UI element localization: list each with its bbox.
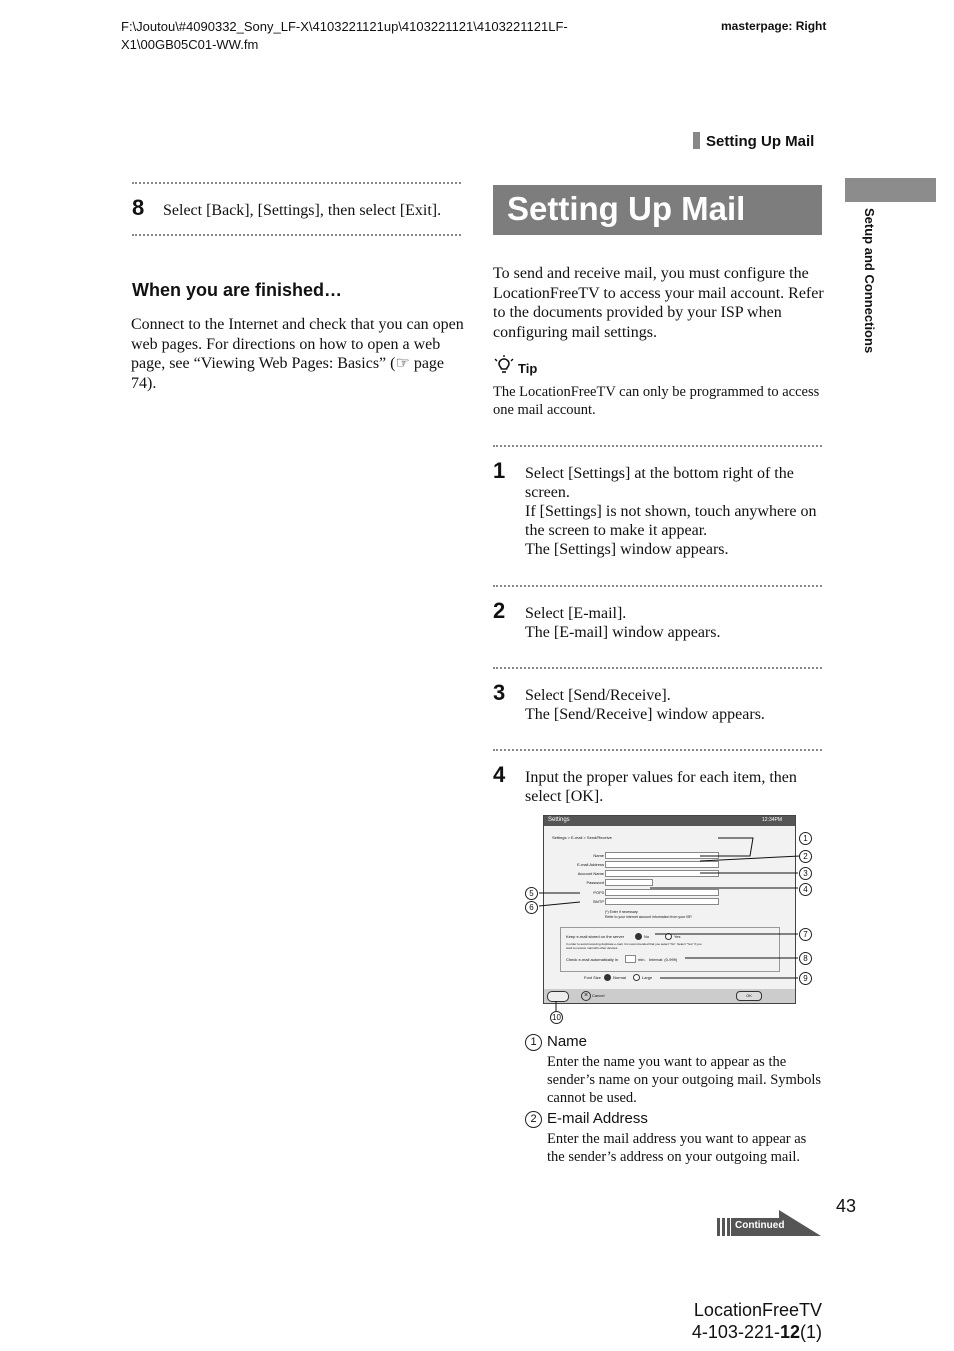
item-title: E-mail Address (547, 1110, 648, 1127)
footer-code-suffix: (1) (800, 1322, 822, 1342)
field-label: SMTP (592, 899, 604, 904)
radio-yes-label: Yes (674, 934, 681, 939)
callout-2: 2 (799, 850, 812, 863)
divider (493, 445, 822, 447)
callout-10: 10 (550, 1011, 563, 1024)
field-label: Name (593, 853, 604, 858)
check-interval: Interval: (0-999) (649, 957, 678, 962)
item-title: Name (547, 1033, 588, 1050)
leader-6 (539, 902, 580, 906)
callout-4: 4 (799, 883, 812, 896)
step-number: 8 (132, 195, 145, 220)
section-title-box (493, 185, 822, 235)
divider (132, 234, 461, 236)
footer (600, 1299, 822, 1343)
radio-large-label: Large (642, 975, 653, 980)
side-tab (845, 178, 936, 202)
step-line: Select [Settings] at the bottom right of the screen. (525, 465, 794, 501)
callout-6: 6 (525, 901, 538, 914)
step-text (525, 686, 825, 724)
note-line: (*) Enter if necessary. (605, 910, 639, 914)
section-heading: When you are finished… (132, 280, 343, 300)
field-label: Password (586, 880, 604, 885)
callout-7: 7 (799, 928, 812, 941)
running-header-text: Setting Up Mail (706, 133, 815, 150)
footer-code-bold: 12 (779, 1322, 800, 1342)
finished-paragraph: Connect to the Internet and check that you can open web pages. For directions on how to open a web page, see “Viewing Web Pages: Basics” (☞ page 74). (131, 316, 464, 392)
footer-product: LocationFreeTV (693, 1300, 822, 1320)
divider (493, 585, 822, 587)
masterpage-label: masterpage: Right (721, 19, 827, 33)
callout-8: 8 (799, 952, 812, 965)
check-unit: min. (638, 957, 646, 962)
screenshot-time: 12:34PM (762, 817, 783, 823)
step-number: 1 (493, 458, 506, 483)
cancel-label[interactable]: Cancel (592, 993, 605, 998)
step-text (525, 464, 825, 559)
item-heading (525, 1110, 648, 1128)
step-line: The [E-mail] window appears. (525, 624, 721, 641)
screenshot-title: Settings (548, 817, 570, 823)
check-label: Check e-mail automatically in (566, 957, 619, 962)
item-number: 2 (525, 1111, 542, 1128)
footer-code (600, 1321, 822, 1343)
continued-label: Continued (735, 1220, 785, 1231)
note-line: Refer to your internet account information from your ISP. (605, 915, 693, 919)
file-path: F:\Joutou\#4090332_Sony_LF-X\4103221121up\4103221121\4103221121LF-X1\00GB05C01-WW.fm (121, 19, 568, 52)
divider (132, 182, 461, 184)
screenshot-titlebar (544, 816, 795, 826)
field-label: POP3 (593, 890, 604, 895)
keep-label: Keep e-mail stored on the server (566, 934, 625, 939)
step-line: If [Settings] is not shown, touch anywhere on the screen to make it appear. (525, 503, 817, 539)
step-number: 4 (493, 762, 506, 787)
step-line: Select [E-mail]. (525, 605, 627, 622)
divider (493, 749, 822, 751)
tip-text: The LocationFreeTV can only be programmed to access one mail account. (493, 384, 820, 418)
cancel-icon[interactable]: × (581, 991, 591, 1001)
tip-label: Tip (518, 361, 538, 376)
header-bar (693, 132, 700, 149)
step-line: Select [Send/Receive]. (525, 687, 671, 704)
field-label: E-mail Address (577, 862, 604, 867)
callout-3: 3 (799, 867, 812, 880)
screenshot-breadcrumb: Settings > E-mail > Send/Receive (552, 835, 612, 840)
step-number: 3 (493, 680, 506, 705)
step-text (525, 604, 825, 642)
callout-5: 5 (525, 887, 538, 900)
step-text: Input the proper values for each item, then select [OK]. (525, 769, 797, 805)
item-heading (525, 1033, 587, 1051)
tip-icon (493, 355, 515, 382)
callout-1: 1 (799, 832, 812, 845)
item-number: 1 (525, 1034, 542, 1051)
footer-code-prefix: 4-103-221- (691, 1322, 780, 1342)
item-text: Enter the mail address you want to appear as the sender’s address on your outgoing mail. (547, 1131, 807, 1165)
step-text: Select [Back], [Settings], then select [Exit]. (163, 202, 442, 219)
radio-no-label: No (644, 934, 650, 939)
font-size-label: Font Size (584, 975, 601, 980)
ok-button[interactable]: OK (736, 991, 762, 1001)
radio-normal-label: Normal (613, 975, 626, 980)
step-number: 2 (493, 598, 506, 623)
leader-1 (700, 838, 753, 856)
step-line: The [Settings] window appears. (525, 541, 729, 558)
leader-2 (700, 856, 800, 861)
field-label: Account Name (577, 871, 604, 876)
item-text: Enter the name you want to appear as the sender’s name on your outgoing mail. Symbols cannot be used. (547, 1054, 821, 1106)
callout-lines (520, 830, 820, 1030)
divider (493, 667, 822, 669)
keep-note: In order to avoid receiving duplicate e-mail, it is recommended that you select "No". Select "Yes" if you want to receive mail with other devices. (566, 942, 702, 950)
page-number: 43 (836, 1196, 857, 1216)
side-tab-label: Setup and Connections (862, 208, 877, 354)
running-header (693, 132, 814, 150)
step-line: The [Send/Receive] window appears. (525, 706, 765, 723)
continued-marker (717, 1210, 822, 1242)
intro-paragraph: To send and receive mail, you must configure the LocationFreeTV to access your mail account. Refer to the documents provided by your ISP when configuring mail settings. (493, 265, 824, 341)
callout-9: 9 (799, 972, 812, 985)
section-title: Setting Up Mail (507, 190, 746, 227)
